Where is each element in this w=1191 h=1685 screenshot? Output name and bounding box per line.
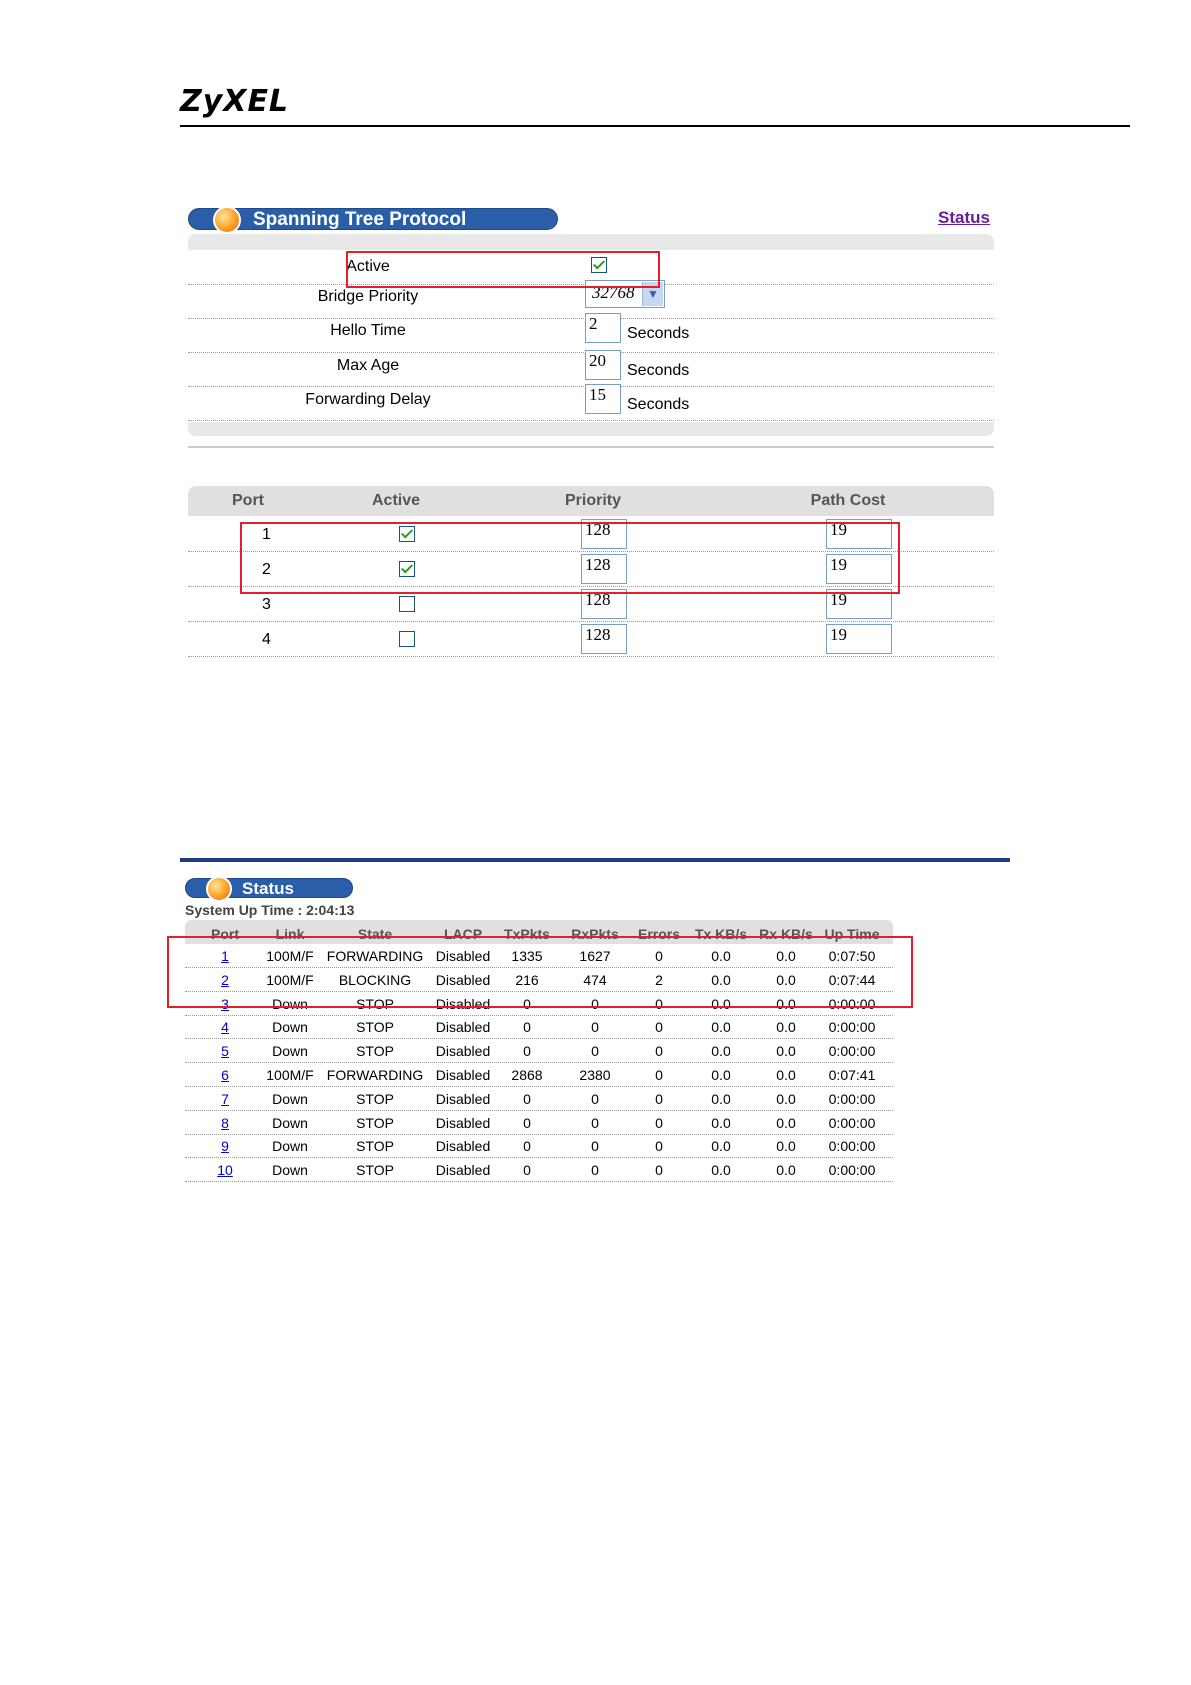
status-cell-tx-pkts: 0 <box>523 1114 531 1131</box>
status-cell-tx-pkts: 0 <box>523 1090 531 1107</box>
status-header-link: Link <box>275 926 305 942</box>
status-cell-up-time: 0:00:00 <box>828 1138 876 1155</box>
orb-icon <box>206 876 232 902</box>
max-age-input[interactable]: 20 <box>585 350 621 380</box>
status-cell-errors: 0 <box>655 1114 663 1131</box>
status-cell-tx-pkts: 0 <box>523 995 531 1012</box>
status-cell-rx-pkts: 0 <box>591 995 599 1012</box>
status-cell-lacp: Disabled <box>435 1138 491 1155</box>
status-cell-lacp: Disabled <box>435 1162 491 1179</box>
status-row <box>185 1158 893 1182</box>
status-cell-state: STOP <box>356 1019 394 1036</box>
status-title-bar <box>185 878 353 898</box>
port-row <box>188 516 994 552</box>
hello-time-row <box>188 314 994 353</box>
status-cell-rx-kbs: 0.0 <box>776 1162 796 1179</box>
port-priority-input[interactable]: 128 <box>581 589 627 619</box>
status-cell-port-link[interactable]: 9 <box>221 1138 229 1155</box>
status-link[interactable]: Status <box>938 208 990 227</box>
port-priority-input[interactable]: 128 <box>581 519 627 549</box>
status-cell-rx-kbs: 0.0 <box>776 971 796 988</box>
status-cell-errors: 0 <box>655 1019 663 1036</box>
status-row <box>185 1111 893 1135</box>
status-cell-link: Down <box>272 1138 308 1155</box>
status-cell-port-link[interactable]: 6 <box>221 1067 229 1083</box>
status-cell-up-time: 0:00:00 <box>828 1019 876 1036</box>
port-row <box>188 621 994 657</box>
status-cell-tx-kbs: 0.0 <box>711 995 731 1012</box>
status-cell-link: 100M/F <box>266 971 314 988</box>
status-cell-errors: 0 <box>655 1043 663 1060</box>
stp-title-bar <box>188 208 558 230</box>
status-row <box>185 1063 893 1087</box>
status-cell-tx-pkts: 2868 <box>511 1067 543 1083</box>
status-cell-errors: 0 <box>655 1138 663 1155</box>
status-cell-rx-kbs: 0.0 <box>776 995 796 1012</box>
status-cell-tx-pkts: 0 <box>523 1019 531 1036</box>
port-priority-input[interactable]: 128 <box>581 554 627 584</box>
status-header-lacp: LACP <box>443 926 483 942</box>
max-age-row <box>188 352 994 387</box>
status-cell-rx-kbs: 0.0 <box>776 1114 796 1131</box>
status-cell-up-time: 0:00:00 <box>828 1114 876 1131</box>
port-number: 3 <box>262 596 271 613</box>
status-cell-rx-kbs: 0.0 <box>776 1090 796 1107</box>
status-cell-link: Down <box>272 1043 308 1060</box>
status-header-rx-kb-s: Rx KB/s <box>759 926 813 942</box>
status-header-tx-kb-s: Tx KB/s <box>694 926 748 942</box>
status-cell-link: 100M/F <box>266 948 314 964</box>
status-cell-rx-pkts: 0 <box>591 1090 599 1107</box>
status-cell-state: STOP <box>356 1043 394 1060</box>
bridge-priority-label: Bridge Priority <box>317 288 419 305</box>
section-divider <box>188 446 994 448</box>
status-cell-up-time: 0:00:00 <box>828 995 876 1012</box>
status-cell-errors: 0 <box>655 1162 663 1179</box>
status-cell-tx-kbs: 0.0 <box>711 1043 731 1060</box>
active-label: Active <box>346 258 390 275</box>
header-active: Active <box>371 492 421 509</box>
status-cell-link: Down <box>272 995 308 1012</box>
status-row <box>185 992 893 1016</box>
status-cell-lacp: Disabled <box>435 971 491 988</box>
port-active-checkbox[interactable] <box>399 631 415 647</box>
forwarding-delay-label: Forwarding Delay <box>305 391 431 408</box>
status-cell-port-link[interactable]: 1 <box>221 948 229 964</box>
status-cell-port-link[interactable]: 7 <box>221 1090 229 1107</box>
status-header-rxpkts: RxPkts <box>571 926 619 942</box>
status-row <box>185 1087 893 1111</box>
port-active-checkbox[interactable] <box>399 596 415 612</box>
max-age-unit: Seconds <box>627 362 690 379</box>
status-cell-tx-kbs: 0.0 <box>711 1090 731 1107</box>
status-section-rule <box>180 858 1010 862</box>
stp-active-checkbox[interactable] <box>591 257 607 273</box>
port-number: 4 <box>262 631 271 648</box>
status-cell-rx-kbs: 0.0 <box>776 1019 796 1036</box>
status-cell-state: FORWARDING <box>326 1067 424 1083</box>
status-cell-state: STOP <box>356 1138 394 1155</box>
header-priority: Priority <box>564 492 621 509</box>
forwarding-delay-unit: Seconds <box>627 396 690 413</box>
status-cell-lacp: Disabled <box>435 1114 491 1131</box>
status-cell-tx-kbs: 0.0 <box>711 1162 731 1179</box>
zyxel-logo: ZyXEL <box>180 84 290 119</box>
status-cell-port-link[interactable]: 5 <box>221 1043 229 1060</box>
status-cell-rx-pkts: 0 <box>591 1114 599 1131</box>
hello-time-input[interactable]: 2 <box>585 313 621 343</box>
status-cell-tx-pkts: 0 <box>523 1043 531 1060</box>
status-cell-tx-kbs: 0.0 <box>711 1138 731 1155</box>
status-row <box>185 1015 893 1039</box>
bridge-priority-value: 32768 <box>592 283 635 302</box>
status-cell-up-time: 0:00:00 <box>828 1090 876 1107</box>
status-cell-state: STOP <box>356 1114 394 1131</box>
status-cell-state: STOP <box>356 995 394 1012</box>
status-cell-port-link[interactable]: 10 <box>217 1162 233 1179</box>
status-cell-up-time: 0:07:41 <box>828 1067 876 1083</box>
status-cell-errors: 0 <box>655 1067 663 1083</box>
status-cell-up-time: 0:00:00 <box>828 1162 876 1179</box>
status-row <box>185 1039 893 1063</box>
status-cell-rx-kbs: 0.0 <box>776 1067 796 1083</box>
status-cell-tx-kbs: 0.0 <box>711 1067 731 1083</box>
chevron-down-icon[interactable]: ▼ <box>642 282 663 306</box>
status-cell-tx-kbs: 0.0 <box>711 1019 731 1036</box>
status-cell-state: STOP <box>356 1162 394 1179</box>
header-path-cost: Path Cost <box>810 492 886 509</box>
system-uptime: System Up Time : 2:04:13 <box>185 902 355 918</box>
forwarding-delay-row <box>188 386 994 421</box>
status-cell-up-time: 0:00:00 <box>828 1043 876 1060</box>
status-cell-port-link[interactable]: 4 <box>221 1019 229 1036</box>
status-cell-up-time: 0:07:44 <box>828 971 876 988</box>
bridge-priority-select[interactable] <box>585 280 665 308</box>
status-cell-up-time: 0:07:50 <box>828 948 876 964</box>
status-cell-link: Down <box>272 1162 308 1179</box>
status-cell-state: STOP <box>356 1090 394 1107</box>
port-row <box>188 586 994 622</box>
port-path-cost-input[interactable]: 19 <box>826 624 892 654</box>
status-cell-errors: 0 <box>655 995 663 1012</box>
port-priority-input[interactable]: 128 <box>581 624 627 654</box>
status-cell-link: Down <box>272 1019 308 1036</box>
port-number: 2 <box>262 561 271 578</box>
status-cell-rx-kbs: 0.0 <box>776 1043 796 1060</box>
status-cell-errors: 2 <box>655 971 663 988</box>
status-cell-rx-pkts: 2380 <box>579 1067 611 1083</box>
status-cell-tx-pkts: 216 <box>515 971 539 988</box>
status-cell-port-link[interactable]: 8 <box>221 1114 229 1131</box>
status-cell-state: FORWARDING <box>326 948 424 964</box>
status-cell-lacp: Disabled <box>435 1019 491 1036</box>
status-cell-tx-kbs: 0.0 <box>711 971 731 988</box>
status-cell-tx-kbs: 0.0 <box>711 1114 731 1131</box>
status-cell-rx-pkts: 474 <box>583 971 607 988</box>
header-port: Port <box>232 492 264 509</box>
status-cell-rx-pkts: 0 <box>591 1162 599 1179</box>
status-cell-tx-kbs: 0.0 <box>711 948 731 964</box>
status-cell-tx-pkts: 0 <box>523 1162 531 1179</box>
status-table-header <box>185 920 893 944</box>
status-row <box>185 944 893 968</box>
status-cell-state: BLOCKING <box>338 971 412 988</box>
hello-time-label: Hello Time <box>330 322 406 339</box>
status-cell-link: Down <box>272 1114 308 1131</box>
status-header-errors: Errors <box>637 926 681 942</box>
port-path-cost-input[interactable]: 19 <box>826 589 892 619</box>
status-cell-lacp: Disabled <box>435 1067 491 1083</box>
port-path-cost-input[interactable]: 19 <box>826 554 892 584</box>
status-cell-lacp: Disabled <box>435 995 491 1012</box>
status-header-state: State <box>357 926 393 942</box>
status-cell-rx-pkts: 0 <box>591 1019 599 1036</box>
status-cell-rx-pkts: 0 <box>591 1043 599 1060</box>
status-cell-rx-kbs: 0.0 <box>776 948 796 964</box>
status-cell-link: Down <box>272 1090 308 1107</box>
port-active-checkbox[interactable] <box>399 561 415 577</box>
status-cell-rx-kbs: 0.0 <box>776 1138 796 1155</box>
orb-icon <box>213 206 241 234</box>
port-row <box>188 551 994 587</box>
hello-time-unit: Seconds <box>627 325 690 342</box>
status-cell-rx-pkts: 1627 <box>579 948 611 964</box>
status-cell-lacp: Disabled <box>435 948 491 964</box>
port-number: 1 <box>262 526 271 543</box>
status-cell-tx-pkts: 0 <box>523 1138 531 1155</box>
max-age-label: Max Age <box>336 357 400 374</box>
status-cell-errors: 0 <box>655 1090 663 1107</box>
status-row <box>185 968 893 992</box>
status-cell-errors: 0 <box>655 948 663 964</box>
status-cell-port-link[interactable]: 3 <box>221 995 229 1012</box>
port-table-header <box>188 486 994 516</box>
port-active-checkbox[interactable] <box>399 526 415 542</box>
status-header-txpkts: TxPkts <box>504 926 550 942</box>
status-title: Status <box>242 879 294 898</box>
status-header-port: Port <box>211 926 239 942</box>
stp-title: Spanning Tree Protocol <box>253 209 467 230</box>
port-path-cost-input[interactable]: 19 <box>826 519 892 549</box>
status-row <box>185 1134 893 1158</box>
status-cell-rx-pkts: 0 <box>591 1138 599 1155</box>
header-rule <box>180 125 1130 127</box>
status-cell-tx-pkts: 1335 <box>511 948 543 964</box>
status-cell-lacp: Disabled <box>435 1090 491 1107</box>
status-cell-link: 100M/F <box>266 1067 314 1083</box>
status-cell-port-link[interactable]: 2 <box>221 971 229 988</box>
forwarding-delay-input[interactable]: 15 <box>585 384 621 414</box>
status-header-up-time: Up Time <box>824 926 880 942</box>
status-cell-lacp: Disabled <box>435 1043 491 1060</box>
